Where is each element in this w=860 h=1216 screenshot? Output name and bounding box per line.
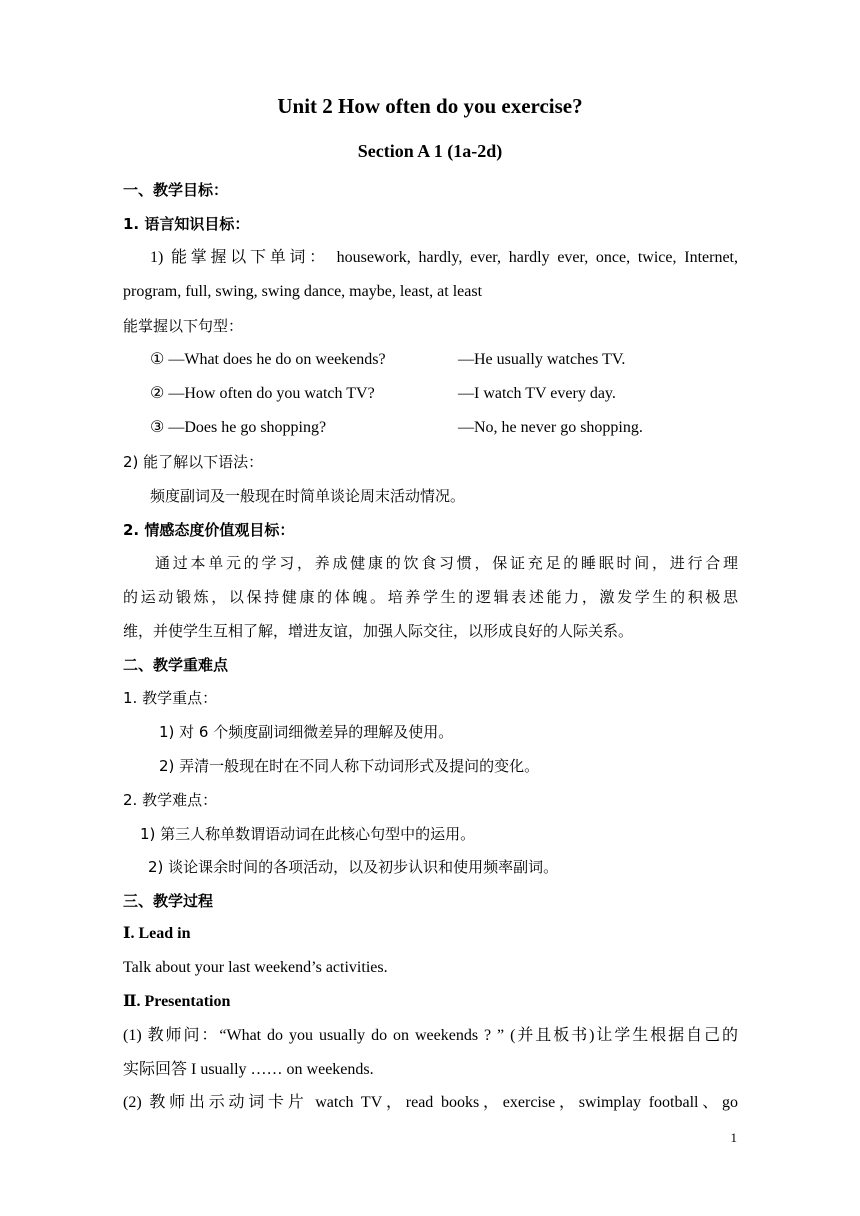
presentation-line-3: (2) 教师出示动词卡片 watch TV，read books，exercise，swimplay football、go [123, 1094, 738, 1111]
key-point-item-2: 2) 弄清一般现在时在不同人称下动词形式及提问的变化。 [159, 757, 540, 775]
key-points-label: 1. 教学重点： [123, 689, 218, 707]
pattern-row-3 [123, 418, 738, 438]
pattern-answer: —No, he never go shopping. [458, 419, 643, 436]
key-point-item-1: 1) 对 6 个频度副词细微差异的理解及使用。 [159, 723, 454, 741]
pattern-question: ① —What does he do on weekends? [150, 351, 386, 368]
pattern-row-1 [123, 350, 738, 370]
page-number: 1 [730, 1130, 737, 1145]
lead-in-heading: Ⅰ. Lead in [123, 925, 191, 942]
grammar-label: 2) 能了解以下语法： [123, 453, 264, 471]
section-1-sub-1: 1. 语言知识目标： [123, 215, 250, 233]
grammar-text: 频度副词及一般现在时简单谈论周末活动情况。 [150, 487, 466, 505]
section-1-heading: 一、教学目标： [123, 181, 229, 199]
vocab-line-1: 1) 能掌握以下单词： housework, hardly, ever, hardly ever, once, twice, Internet, [150, 249, 738, 266]
pattern-question: ③ —Does he go shopping? [150, 419, 327, 436]
lead-in-text: Talk about your last weekend’s activities. [123, 959, 388, 976]
emotion-line-2: 的运动锻炼，以保持健康的体魄。培养学生的逻辑表述能力，激发学生的积极思 [123, 588, 738, 606]
emotion-line-1: 通过本单元的学习，养成健康的饮食习惯，保证充足的睡眠时间，进行合理 [155, 554, 738, 572]
section-2-heading: 二、教学重难点 [123, 656, 229, 674]
patterns-label: 能掌握以下句型： [123, 317, 244, 335]
difficult-points-label: 2. 教学难点： [123, 791, 218, 809]
difficult-point-item-1: 1) 第三人称单数谓语动词在此核心句型中的运用。 [140, 825, 476, 843]
presentation-heading: Ⅱ. Presentation [123, 993, 231, 1010]
section-1-sub-2: 2. 情感态度价值观目标： [123, 521, 295, 539]
pattern-answer: —He usually watches TV. [458, 351, 626, 368]
presentation-line-2: 实际回答 I usually …… on weekends. [123, 1061, 374, 1078]
section-3-heading: 三、教学过程 [123, 892, 214, 910]
pattern-row-2 [123, 384, 738, 404]
pattern-question: ② —How often do you watch TV? [150, 385, 375, 402]
presentation-line-1: (1) 教师问：“What do you usually do on weekends ? ” (并且板书)让学生根据自己的 [123, 1027, 738, 1044]
difficult-point-item-2: 2) 谈论课余时间的各项活动，以及初步认识和使用频率副词。 [148, 858, 559, 876]
emotion-line-3: 维，并使学生互相了解，增进友谊，加强人际交往，以形成良好的人际关系。 [123, 622, 634, 640]
document-title: Unit 2 How often do you exercise? [277, 94, 583, 118]
vocab-line-2: program, full, swing, swing dance, maybe, least, at least [123, 283, 483, 300]
document-subtitle: Section A 1 (1a-2d) [357, 141, 503, 161]
pattern-answer: —I watch TV every day. [458, 385, 616, 402]
